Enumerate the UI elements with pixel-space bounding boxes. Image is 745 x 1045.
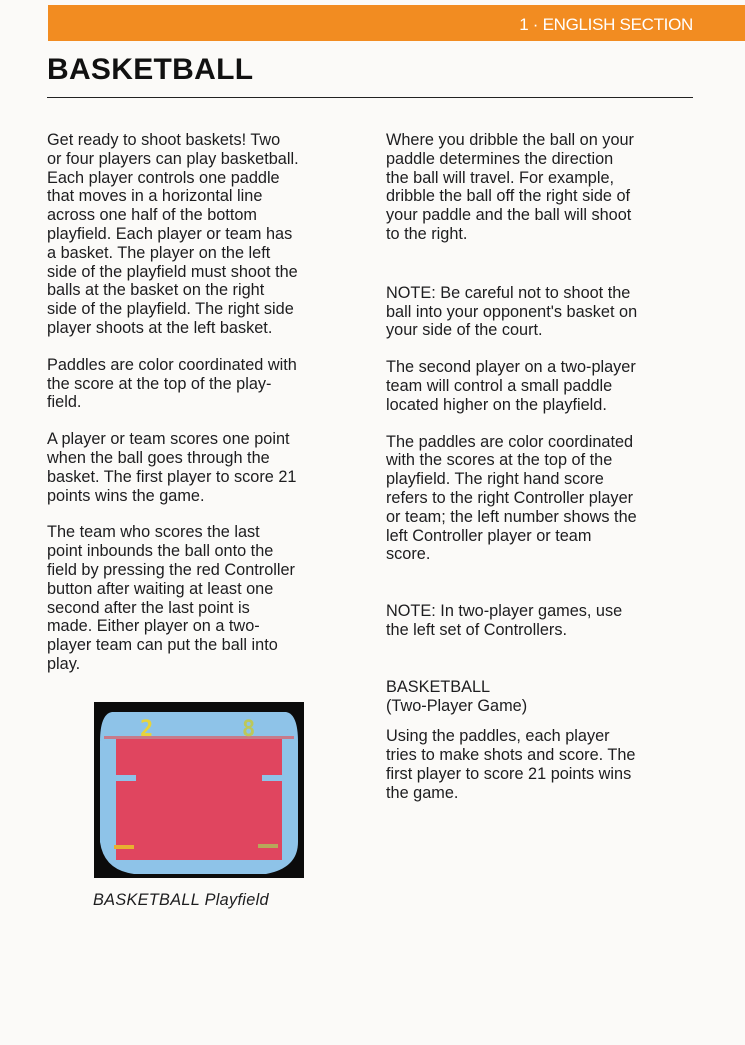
inbound-paragraph: The team who scores the last point inbounds the ball onto the field by pressing the red Controller button after waiting at least one second after the last point is made. Either player on a two- player team can put the ball into play. bbox=[47, 523, 295, 673]
header-band bbox=[48, 5, 745, 41]
score-colors-paragraph: The paddles are color coordinated with the scores at the top of the playfield. The right hand score refers to the right Controller player or team; the left number shows the left Controller player or team score. bbox=[386, 432, 637, 564]
playfield-image bbox=[94, 702, 304, 878]
top-bar bbox=[104, 736, 294, 739]
game-mode-title: BASKETBALL bbox=[386, 677, 491, 696]
intro-paragraph: Get ready to shoot baskets! Two or four players can play basketball. Each player controls one paddle that moves in a horizontal line across one half of the bottom playfield. Each player or team has a basket. The player on the left side of the playfield must shoot the balls at the basket on the right side of the playfield. The right side player shoots at the left basket. bbox=[47, 131, 299, 337]
page-title: BASKETBALL bbox=[47, 53, 254, 86]
note-text: In two-player games, use the left set of Controllers. bbox=[386, 602, 623, 639]
game-mode-description: Using the paddles, each player tries to make shots and score. The first player to score 21 points wins the game. bbox=[386, 727, 636, 802]
dribble-paragraph: Where you dribble the ball on your paddle determines the direction the ball will travel. For example, dribble the ball off the right side of your paddle and the ball will shoot to the right. bbox=[386, 131, 634, 243]
basket-left bbox=[116, 775, 136, 781]
note-label: NOTE: bbox=[386, 283, 436, 302]
note-text: Be careful not to shoot the ball into your opponent's basket on your side of the court. bbox=[386, 283, 638, 340]
figure-caption: BASKETBALL Playfield bbox=[93, 891, 269, 909]
note-controllers bbox=[386, 602, 706, 640]
paddle-right bbox=[258, 844, 278, 848]
scoring-paragraph: A player or team scores one point when the ball goes through the basket. The first player to score 21 points wins the game. bbox=[47, 430, 297, 505]
basket-right bbox=[262, 775, 282, 781]
paddle-left bbox=[114, 845, 134, 849]
score-right: 8 bbox=[242, 717, 256, 742]
left-column bbox=[47, 131, 365, 674]
title-divider bbox=[47, 97, 693, 98]
playfield-screenshot bbox=[94, 702, 304, 878]
paddles-color-paragraph: Paddles are color coordinated with the score at the top of the play- field. bbox=[47, 355, 297, 412]
second-player-paragraph: The second player on a two-player team will control a small paddle located higher on the playfield. bbox=[386, 358, 636, 414]
court bbox=[116, 738, 282, 860]
note-label: NOTE: bbox=[386, 602, 436, 621]
note-opponent-basket bbox=[386, 284, 706, 340]
section-label: 1 · ENGLISH SECTION bbox=[519, 15, 693, 34]
game-mode-subtitle: (Two-Player Game) bbox=[386, 696, 528, 715]
right-column bbox=[386, 131, 706, 803]
score-left: 2 bbox=[140, 717, 154, 742]
